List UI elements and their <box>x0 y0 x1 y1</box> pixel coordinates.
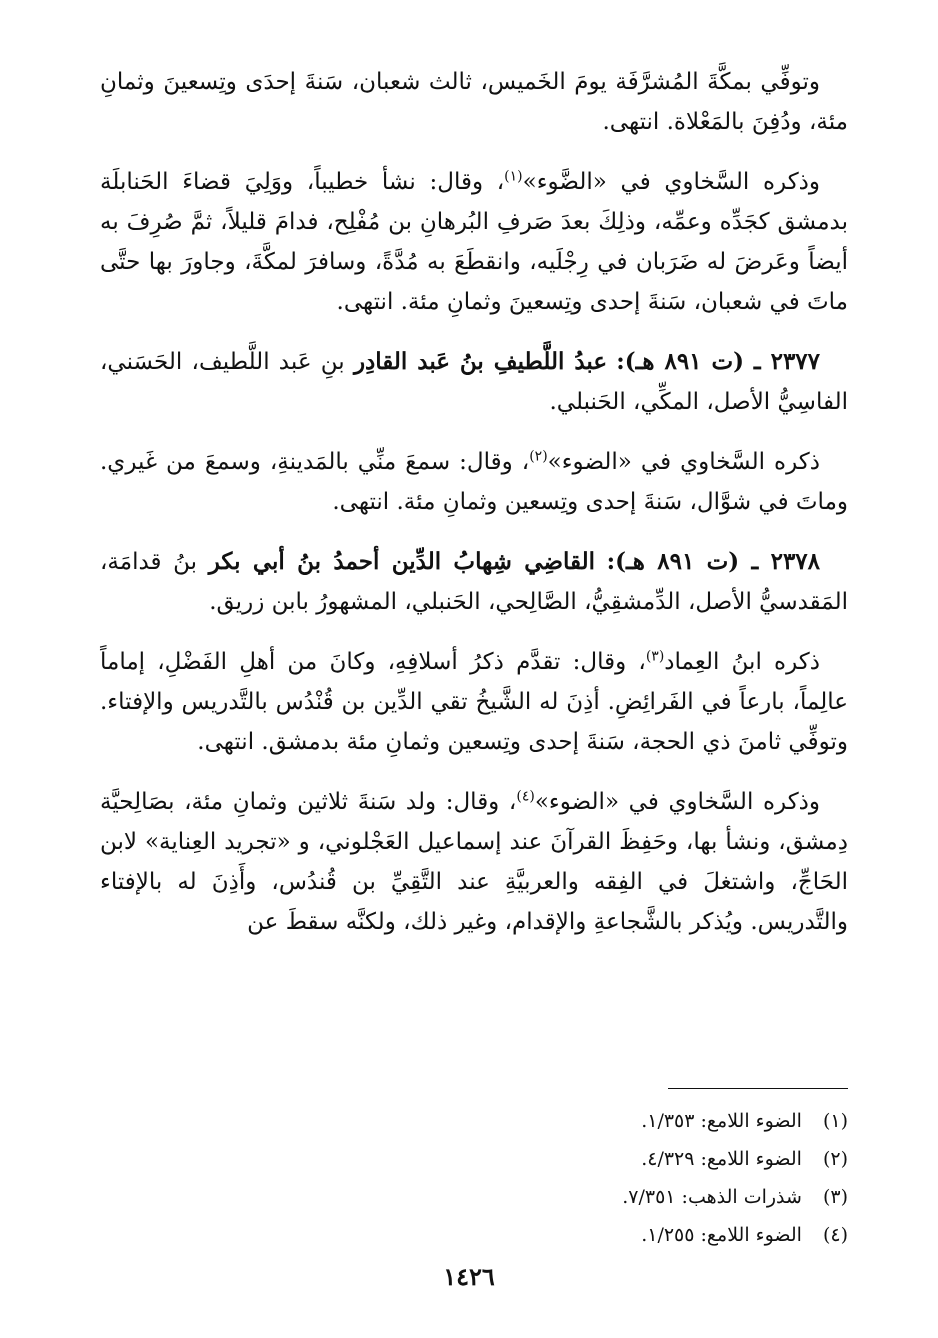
entry-2377 <box>100 342 848 422</box>
paragraph-6 <box>100 642 848 762</box>
footnote-mark: (٢) <box>822 1148 848 1170</box>
page-number: ١٤٢٦ <box>443 1262 495 1291</box>
footnote-text: الضوء اللامع: ١/٢٥٥. <box>641 1224 802 1246</box>
paragraph-text-after: ، وقال: ولد سَنةَ ثلاثين وثمانِ مئة، بصَالِحيَّة دِمشق، ونشأ بها، وحَفِظَ القرآنَ عند إسماعيل العَجْلوني، و «تجريد العِناية» لابن الحَاجِّ، واشتغلَ في الفِقه والعربيَّةِ عند التَّقِيِّ بن قُندُس، وأَذِنَ له بالإفتاء والتَّدريس. ويُذكر بالشَّجاعةِ والإقدام، وغير ذلك، ولكنَّه سقطَ عن <box>100 789 848 935</box>
paragraph-4 <box>100 442 848 522</box>
footnote-item <box>248 1180 848 1214</box>
footnote-item <box>248 1142 848 1176</box>
entry-heading: القاضِي شِهابُ الدِّين أحمدُ بنُ أبي بكر <box>208 548 596 575</box>
main-text <box>100 62 848 962</box>
footnote-item <box>248 1104 848 1138</box>
paragraph-1 <box>100 62 848 142</box>
paragraph-text-after: ، وقال: تقدَّم ذكرُ أسلافِهِ، وكانَ من أهلِ الفَضْلِ، إماماً عالِماً، بارعاً في الفَرائِضِ. أذِنَ له الشَّيخُ تقي الدِّين بن قُنْدُس بالتَّدريس والإفتاء. وتوفِّي ثامنَ ذي الحجة، سَنةَ إحدى وتِسعين وثمانِ مئة بدمشق. انتهى. <box>100 649 848 755</box>
paragraph-text-before: وذكره السَّخاوي في «الضَّوء» <box>522 169 820 195</box>
entry-heading: عبدُ اللَّطيفِ بنُ عَبد القادِر <box>353 348 608 375</box>
paragraph-text-before: ذكره السَّخاوي في «الضوء» <box>547 449 820 475</box>
footnote-item <box>248 1218 848 1252</box>
paragraph-text-after: ، وقال: سمعَ منِّي بالمَدينةِ، وسمعَ من غَيري. وماتَ في شوَّال، سَنةَ إحدى وتِسعين وثمانِ مئة. انتهى. <box>100 449 848 515</box>
paragraph-text-before: ذكره ابنُ العِماد <box>664 649 820 675</box>
footnote-text: الضوء اللامع: ٤/٣٢٩. <box>641 1148 802 1170</box>
entry-number: ٢٣٧٧ ـ (ت ٨٩١ هـ): <box>616 348 821 375</box>
footnote-ref[interactable]: (٤) <box>516 788 535 805</box>
paragraph-text: وتوفِّي بمكَّةَ المُشرَّفَة يومَ الخَميس، ثالث شعبان، سَنةَ إحدَى وتِسعينَ وثمانِ مئة، ودُفِنَ بالمَعْلاة. انتهى. <box>100 69 848 135</box>
footnote-text: الضوء اللامع: ١/٣٥٣. <box>641 1110 802 1132</box>
footnotes <box>248 1104 848 1256</box>
entry-number: ٢٣٧٨ ـ (ت ٨٩١ هـ): <box>606 548 821 575</box>
footnote-ref[interactable]: (١) <box>504 168 523 185</box>
footnote-ref[interactable]: (٢) <box>529 448 548 465</box>
footnote-mark: (١) <box>822 1110 848 1132</box>
footnote-ref[interactable]: (٣) <box>645 648 665 665</box>
footnote-mark: (٣) <box>822 1186 848 1208</box>
paragraph-2 <box>100 162 848 322</box>
footnote-mark: (٤) <box>822 1224 848 1246</box>
paragraph-7 <box>100 782 848 942</box>
footnote-text: شذرات الذهب: ٧/٣٥١. <box>622 1186 802 1208</box>
paragraph-text-before: وذكره السَّخاوي في «الضوء» <box>534 789 821 815</box>
entry-text: بنُ قدامَة، المَقدسيُّ الأصل، الدِّمشقِيُّ، الصَّالِحي، الحَنبلي، المشهورُ بابن زريق. <box>100 549 848 615</box>
footnote-divider <box>668 1088 848 1089</box>
entry-2378 <box>100 542 848 622</box>
paragraph-text-after: ، وقال: نشأ خطيباً، ووَلِيَ قضاءَ الحَنابلَة بدمشق كجَدِّه وعمِّه، وذلِكَ بعدَ صَرفِ البُرهانِ بن مُفْلِح، فدامَ قليلاً، ثمَّ صُرِفَ به أيضاً وعَرضَ له ضَرَبان في رِجْلَيه، وانقطَعَ به مُدَّةً، وسافرَ لمكَّةَ، وجاورَ بها حتَّى ماتَ في شعبان، سَنةَ إحدى وتِسعينَ وثمانِ مئة. انتهى. <box>100 169 848 315</box>
entry-text: بنِ عَبد اللَّطيف، الحَسَني، الفاسِيُّ الأصل، المكِّي، الحَنبلي. <box>100 349 848 415</box>
